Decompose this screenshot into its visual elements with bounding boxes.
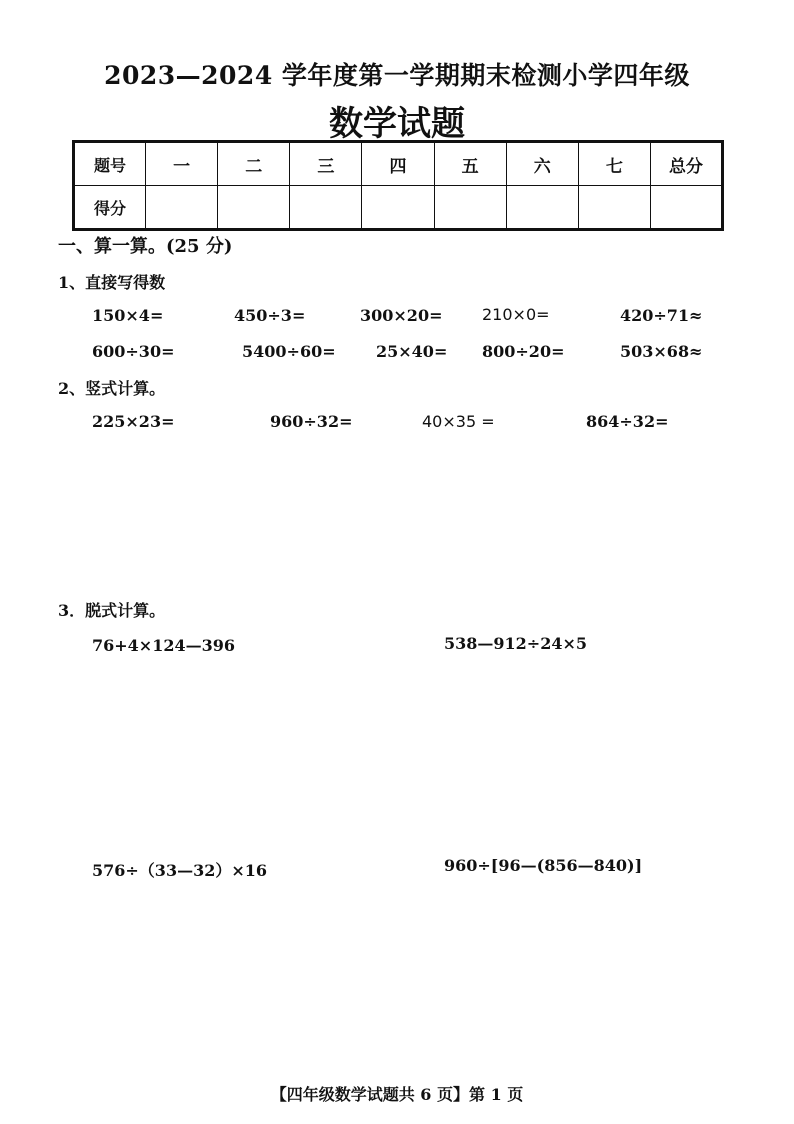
column-header: 一 [146, 142, 218, 186]
stepwise-problem: 960÷[96—(856—840)] [444, 856, 643, 875]
exam-title: 2023—2024 学年度第一学期期末检测小学四年级 [104, 61, 690, 90]
oral-problem: 600÷30= [92, 342, 175, 361]
oral-problem: 420÷71≈ [620, 306, 703, 325]
oral-problem: 800÷20= [482, 342, 565, 361]
part-2-title: 2、竖式计算。 [58, 379, 166, 398]
score-cell [578, 186, 650, 230]
part-1-title: 1、直接写得数 [58, 273, 166, 292]
oral-problem: 150×4= [92, 306, 164, 325]
score-row [74, 186, 723, 230]
stepwise-problem: 538—912÷24×5 [444, 634, 588, 653]
column-header-total: 总分 [650, 142, 722, 186]
column-header: 七 [578, 142, 650, 186]
vertical-problem: 40×35 = [422, 412, 495, 431]
column-header: 四 [362, 142, 434, 186]
part-3-title: 3．脱式计算。 [58, 601, 166, 620]
oral-problem: 503×68≈ [620, 342, 703, 361]
stepwise-problem: 76+4×124—396 [92, 636, 236, 655]
oral-problem: 5400÷60= [242, 342, 336, 361]
page-footer: 【四年级数学试题共 6 页】第 1 页 [270, 1085, 524, 1104]
oral-problem: 450÷3= [234, 306, 306, 325]
section-1-title: 一、算一算。(25 分) [58, 236, 233, 257]
score-table [72, 140, 724, 231]
score-cell [362, 186, 434, 230]
column-header: 三 [290, 142, 362, 186]
score-label: 得分 [74, 186, 146, 230]
score-cell [506, 186, 578, 230]
vertical-problem: 864÷32= [586, 412, 669, 431]
column-header: 六 [506, 142, 578, 186]
score-cell [290, 186, 362, 230]
column-header: 五 [434, 142, 506, 186]
vertical-problem: 225×23= [92, 412, 175, 431]
stepwise-problem: 576÷（33—32）×16 [92, 861, 268, 880]
question-number-row [74, 142, 723, 186]
score-cell [218, 186, 290, 230]
score-cell [434, 186, 506, 230]
oral-problem: 210×0= [482, 305, 550, 324]
question-number-label: 题号 [74, 142, 146, 186]
exam-subject-title: 数学试题 [329, 104, 465, 144]
score-cell [146, 186, 218, 230]
column-header: 二 [218, 142, 290, 186]
oral-problem: 25×40= [376, 342, 448, 361]
score-cell-total [650, 186, 722, 230]
oral-problem: 300×20= [360, 306, 443, 325]
vertical-problem: 960÷32= [270, 412, 353, 431]
